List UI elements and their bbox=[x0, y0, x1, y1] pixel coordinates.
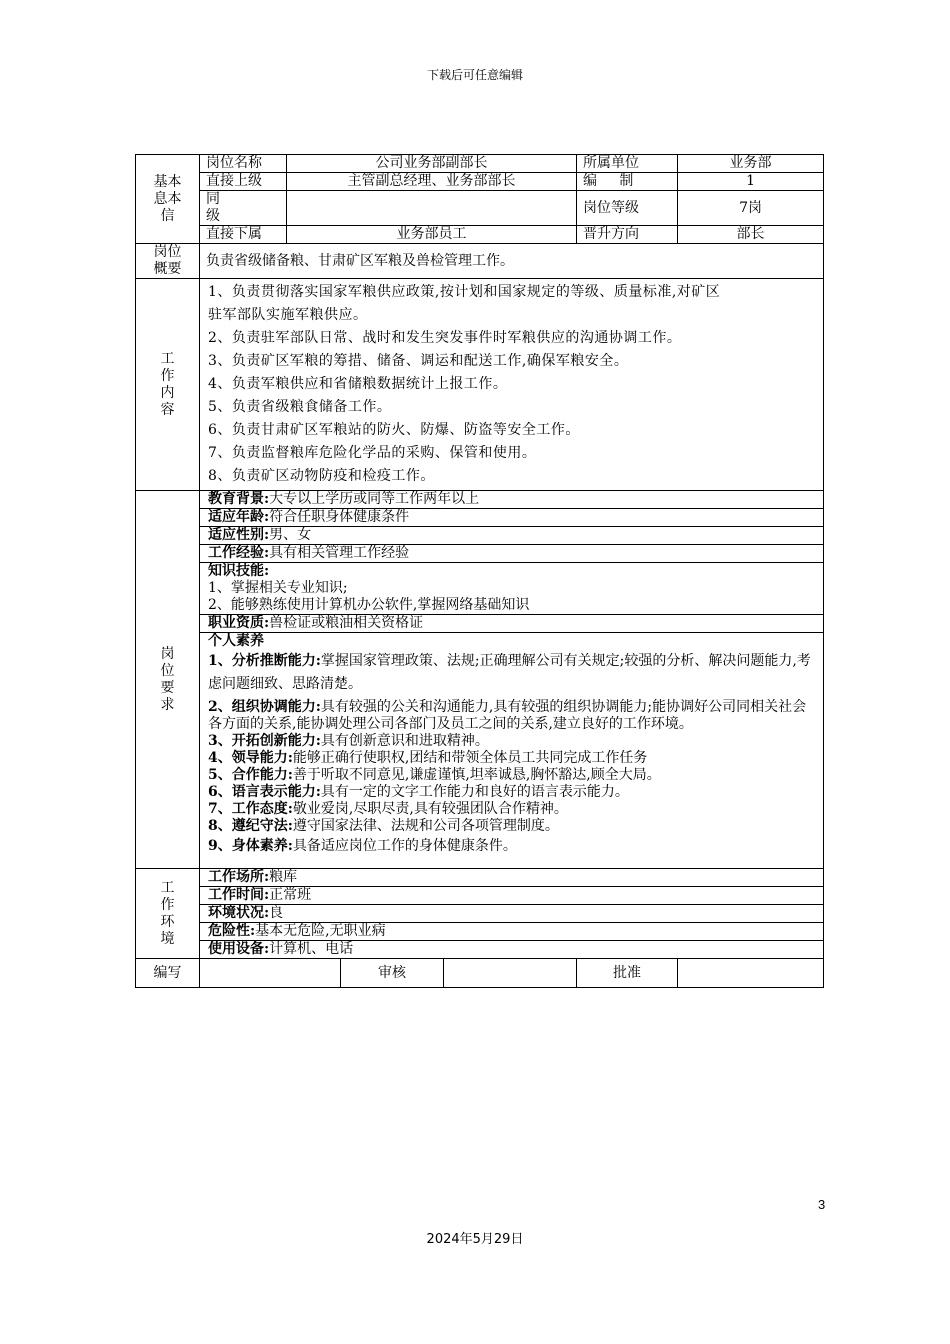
personal-item-label: 3、开拓创新能力: bbox=[208, 733, 321, 749]
req-personal-row bbox=[136, 633, 824, 869]
personal-item-text: 遵守国家法律、法规和公司各项管理制度。 bbox=[292, 818, 559, 834]
env-equipment-value: 计算机、电话 bbox=[269, 941, 354, 957]
req-skill-item: 2、能够熟练使用计算机办公软件,掌握网络基础知识 bbox=[208, 597, 530, 613]
personal-item bbox=[208, 767, 815, 784]
work-content-line: 4、负责军粮供应和省储粮数据统计上报工作。 bbox=[208, 376, 508, 392]
env-hazard bbox=[200, 923, 824, 941]
req-age bbox=[200, 509, 824, 527]
env-place-row bbox=[136, 869, 824, 887]
signoff-review-field[interactable] bbox=[444, 959, 577, 988]
req-education-value: 大专以上学历或同等工作两年以上 bbox=[269, 491, 480, 507]
personal-item-label: 6、语言表示能力: bbox=[208, 784, 321, 800]
personal-item-text: 具有较强的公关和沟通能力,具有较强的组织协调能力;能协调好公司同相关社会各方面的关系,能协调处理公司各部门及员工之间的关系,建立良好的工作环境。 bbox=[208, 699, 807, 732]
req-age-label: 适应年龄: bbox=[208, 509, 270, 525]
req-skill-item: 1、掌握相关专业知识; bbox=[208, 580, 348, 596]
personal-item bbox=[208, 835, 815, 858]
work-content-line: 驻军部队实施军粮供应。 bbox=[208, 307, 368, 323]
basic-info-row-3 bbox=[136, 191, 824, 226]
personal-item-text: 善于听取不同意见,谦虚谨慎,坦率诚恳,胸怀豁达,顾全大局。 bbox=[292, 767, 661, 783]
work-content-list bbox=[200, 279, 824, 491]
req-gender-row bbox=[136, 527, 824, 545]
env-equipment-row bbox=[136, 941, 824, 959]
req-education-row bbox=[136, 491, 824, 509]
overview-row bbox=[136, 244, 824, 279]
personal-item-text: 掌握国家管理政策、法规;正确理解公司有关规定;较强的分析、解决问题能力,考虑问题细致、思路清楚。 bbox=[208, 653, 811, 692]
env-time-row bbox=[136, 887, 824, 905]
job-description-table bbox=[135, 154, 824, 988]
env-hazard-row bbox=[136, 923, 824, 941]
field-label-grade: 岗位等级 bbox=[577, 191, 678, 226]
basic-info-row-2 bbox=[136, 173, 824, 191]
env-condition-row bbox=[136, 905, 824, 923]
personal-item-label: 4、领导能力: bbox=[208, 750, 293, 766]
signoff-approve-label: 批准 bbox=[577, 959, 678, 988]
env-equipment bbox=[200, 941, 824, 959]
req-age-value: 符合任职身体健康条件 bbox=[269, 509, 410, 525]
overview-text: 负责省级储备粮、甘肃矿区军粮及兽检管理工作。 bbox=[200, 244, 824, 279]
field-label-peer bbox=[200, 191, 287, 226]
work-content-line: 8、负责矿区动物防疫和检疫工作。 bbox=[208, 468, 435, 484]
field-value-unit: 业务部 bbox=[678, 155, 824, 173]
req-skills-label: 知识技能: bbox=[208, 563, 270, 579]
requirements-label: 岗 位 要 求 bbox=[136, 491, 200, 869]
req-qualification bbox=[200, 615, 824, 633]
basic-info-row-1 bbox=[136, 155, 824, 173]
field-value-grade: 7岗 bbox=[678, 191, 824, 226]
req-skills bbox=[200, 563, 824, 615]
work-content-line: 3、负责矿区军粮的筹措、储备、调运和配送工作,确保军粮安全。 bbox=[208, 353, 629, 369]
personal-item bbox=[208, 750, 815, 767]
req-education-label: 教育背景: bbox=[208, 491, 270, 507]
personal-item-text: 具有创新意识和进取精神。 bbox=[320, 733, 489, 749]
env-place bbox=[200, 869, 824, 887]
signoff-row bbox=[136, 959, 824, 988]
work-content-line: 5、负责省级粮食储备工作。 bbox=[208, 399, 392, 415]
signoff-write-label: 编写 bbox=[136, 959, 200, 988]
personal-item bbox=[208, 733, 815, 750]
work-content-line: 7、负责监督粮库危险化学品的采购、保管和使用。 bbox=[208, 445, 537, 461]
work-content-row bbox=[136, 279, 824, 491]
personal-item-label: 2、组织协调能力: bbox=[208, 699, 321, 715]
field-label-subordinate: 直接下属 bbox=[200, 226, 287, 244]
req-gender bbox=[200, 527, 824, 545]
environment-label: 工 作 环 境 bbox=[136, 869, 200, 959]
field-value-peer bbox=[287, 191, 577, 226]
field-value-post-name: 公司业务部副部长 bbox=[287, 155, 577, 173]
req-personal-title: 个人素养 bbox=[208, 633, 264, 649]
personal-item bbox=[208, 818, 815, 835]
field-value-headcount: 1 bbox=[678, 173, 824, 191]
env-time-value: 正常班 bbox=[269, 887, 312, 903]
req-experience bbox=[200, 545, 824, 563]
personal-item-label: 8、遵纪守法: bbox=[208, 818, 293, 834]
page-number: 3 bbox=[818, 1197, 826, 1212]
env-condition bbox=[200, 905, 824, 923]
env-place-label: 工作场所: bbox=[208, 869, 270, 885]
personal-item-text: 敬业爱岗,尽职尽责,具有较强团队合作精神。 bbox=[292, 801, 568, 817]
personal-item bbox=[208, 784, 815, 801]
env-hazard-label: 危险性: bbox=[208, 923, 256, 939]
personal-item-text: 能够正确行使职权,团结和带领全体员工共同完成工作任务 bbox=[292, 750, 648, 766]
field-label-headcount bbox=[577, 173, 678, 191]
personal-item-label: 7、工作态度: bbox=[208, 801, 293, 817]
field-label-superior: 直接上级 bbox=[200, 173, 287, 191]
work-content-label: 工 作 内 容 bbox=[136, 279, 200, 491]
personal-item bbox=[208, 650, 815, 696]
env-time bbox=[200, 887, 824, 905]
env-condition-label: 环境状况: bbox=[208, 905, 270, 921]
personal-item-label: 1、分析推断能力: bbox=[208, 653, 321, 669]
field-label-promotion: 晋升方向 bbox=[577, 226, 678, 244]
req-qualification-row bbox=[136, 615, 824, 633]
header-note: 下载后可任意编辑 bbox=[426, 68, 523, 82]
req-education bbox=[200, 491, 824, 509]
req-age-row bbox=[136, 509, 824, 527]
env-place-value: 粮库 bbox=[269, 869, 298, 885]
peer-label-text: 同级 bbox=[206, 191, 251, 224]
personal-item bbox=[208, 801, 815, 818]
personal-item-label: 9、身体素养: bbox=[208, 838, 293, 854]
req-skills-row bbox=[136, 563, 824, 615]
basic-info-label: 基本 息本 信 bbox=[136, 155, 200, 244]
personal-item bbox=[208, 699, 815, 733]
field-value-subordinate: 业务部员工 bbox=[287, 226, 577, 244]
req-gender-label: 适应性别: bbox=[208, 527, 270, 543]
work-content-line: 2、负责驻军部队日常、战时和发生突发事件时军粮供应的沟通协调工作。 bbox=[208, 330, 682, 346]
field-value-superior: 主管副总经理、业务部部长 bbox=[287, 173, 577, 191]
signoff-write-field[interactable] bbox=[200, 959, 341, 988]
headcount-label-text: 编制 bbox=[583, 173, 656, 189]
req-qualification-value: 兽检证或粮油相关资格证 bbox=[269, 615, 424, 631]
req-experience-value: 具有相关管理工作经验 bbox=[269, 545, 410, 561]
personal-item-label: 5、合作能力: bbox=[208, 767, 293, 783]
req-experience-row bbox=[136, 545, 824, 563]
signoff-review-label: 审核 bbox=[341, 959, 444, 988]
personal-item-text: 具备适应岗位工作的身体健康条件。 bbox=[292, 838, 517, 854]
env-time-label: 工作时间: bbox=[208, 887, 270, 903]
overview-label: 岗位 概要 bbox=[136, 244, 200, 279]
env-equipment-label: 使用设备: bbox=[208, 941, 270, 957]
env-hazard-value: 基本无危险,无职业病 bbox=[255, 923, 386, 939]
footer-date: 2024年5月29日 bbox=[426, 1232, 524, 1247]
req-experience-label: 工作经验: bbox=[208, 545, 270, 561]
field-value-promotion: 部长 bbox=[678, 226, 824, 244]
work-content-line: 1、负责贯彻落实国家军粮供应政策,按计划和国家规定的等级、质量标准,对矿区 bbox=[208, 284, 721, 300]
env-condition-value: 良 bbox=[269, 905, 284, 921]
basic-info-row-4 bbox=[136, 226, 824, 244]
req-gender-value: 男、女 bbox=[269, 527, 312, 543]
signoff-approve-field[interactable] bbox=[678, 959, 824, 988]
field-label-post-name: 岗位名称 bbox=[200, 155, 287, 173]
field-label-unit: 所属单位 bbox=[577, 155, 678, 173]
work-content-line: 6、负责甘肃矿区军粮站的防火、防爆、防盗等安全工作。 bbox=[208, 422, 580, 438]
req-qualification-label: 职业资质: bbox=[208, 615, 270, 631]
req-personal bbox=[200, 633, 824, 869]
personal-item-text: 具有一定的文字工作能力和良好的语言表示能力。 bbox=[320, 784, 629, 800]
